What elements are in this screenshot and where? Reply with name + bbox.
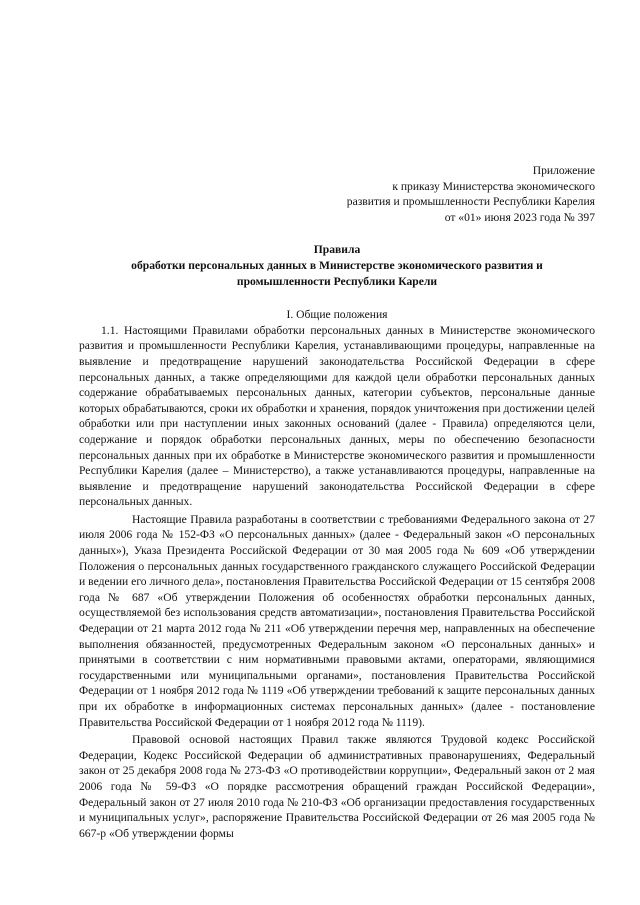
appendix-ministry-line: развития и промышленности Республики Карелия — [346, 195, 595, 209]
appendix-block — [79, 163, 595, 225]
appendix-order-line: к приказу Министерства экономического — [392, 179, 595, 193]
paragraph-legal-foundation: Правовой основой настоящих Правил также являются Трудовой кодекс Российской Федерации, Кодекс Российской Федерации об административных правонарушениях, Федеральный закон от 25 декабря 2008 года № 273-ФЗ «О противодействии коррупции», Федеральный закон от 2 мая 2006 года № 59-ФЗ «О порядке рассмотрения обращений граждан Российской Федерации», Федеральный закон от 27 июля 2010 года № 210-ФЗ «Об организации предоставления государственных и муниципальных услуг», распоряжение Правительства Российской Федерации от 26 мая 2005 года № 667-р «Об утверждении формы — [79, 733, 595, 840]
title-line-1: Правила — [313, 243, 361, 257]
document-page — [79, 163, 595, 841]
appendix-date-number: от «01» июня 2023 года № 397 — [444, 210, 595, 224]
document-title — [79, 242, 595, 289]
appendix-label: Приложение — [532, 164, 595, 177]
title-line-2: обработки персональных данных в Министерстве экономического развития и — [131, 258, 543, 272]
title-line-3: промышленности Республики Карели — [236, 274, 438, 288]
paragraph-1-1: 1.1. Настоящими Правилами обработки персональных данных в Министерстве экономического развития и промышленности Республики Карелия, устанавливающими процедуры, направленные на выявление и предотвращение нарушений законодательства Российской Федерации в сфере персональных данных, а также определяющими для каждой цели обработки персональных данных содержание обрабатываемых персональных данных, категории субъектов, персональные данные которых обрабатываются, сроки их обработки и хранения, порядок уничтожения при достижении целей обработки или при наступлении иных законных оснований (далее - Правила) определяются цели, содержание и порядок обработки персональных данных, меры по обеспечению безопасности персональных данных при их обработке в Министерстве экономического развития и промышленности Республики Карелия (далее – Министерство), а также устанавливаются процедуры, направленные на выявление и предотвращение нарушений законодательства Российской Федерации в сфере персональных данных. — [79, 323, 595, 509]
paragraph-legal-basis: Настоящие Правила разработаны в соответствии с требованиями Федерального закона от 27 июля 2006 года № 152-ФЗ «О персональных данных» (далее - Федеральный закон «О персональных данных»), Указа Президента Российской Федерации от 30 мая 2005 года № 609 «Об утверждении Положения о персональных данных государственного гражданского служащего Российской Федерации и ведении его личного дела», постановления Правительства Российской Федерации от 15 сентября 2008 года № 687 «Об утверждении Положения об особенностях обработки персональных данных, осуществляемой без использования средств автоматизации», постановления Правительства Российской Федерации от 21 марта 2012 года № 211 «Об утверждении перечня мер, направленных на обеспечение выполнения обязанностей, предусмотренных Федеральным законом «О персональных данных» и принятыми в соответствии с ним нормативными правовыми актами, операторами, являющимися государственными или муниципальными органами», постановления Правительства Российской Федерации от 1 ноября 2012 года № 1119 «Об утверждении требований к защите персональных данных при их обработке в информационных системах персональных данных» (далее - постановление Правительства Российской Федерации от 1 ноября 2012 года № 1119). — [79, 512, 595, 729]
section-heading: I. Общие положения — [286, 308, 388, 322]
